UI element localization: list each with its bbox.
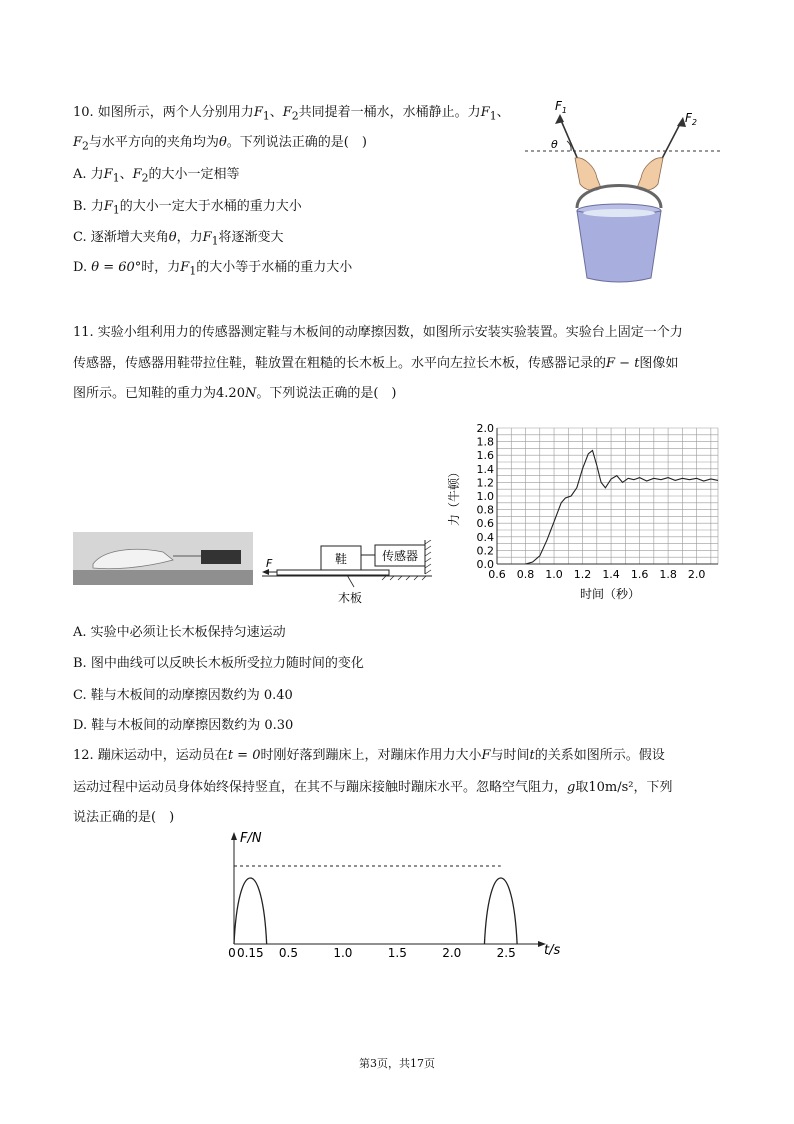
theta-symbol: θ bbox=[218, 135, 227, 150]
opt-text: D. bbox=[73, 260, 92, 275]
opt-text: D. 鞋与木板间的动摩擦因数约为 0.30 bbox=[73, 718, 294, 733]
y-axis-label: 力（牛顿） bbox=[447, 465, 461, 527]
f1-sub: 1 bbox=[189, 264, 197, 278]
q11-option-c bbox=[73, 687, 293, 705]
opt-text: 的大小一定大于水桶的重力大小 bbox=[119, 199, 302, 214]
x-tick-label: 1.0 bbox=[545, 568, 563, 581]
q11-option-b bbox=[73, 655, 364, 673]
f2-sub: 2 bbox=[291, 109, 299, 123]
q11-option-a bbox=[73, 624, 286, 642]
force-pulses bbox=[234, 878, 517, 944]
f2-symbol: F bbox=[132, 167, 142, 182]
theta-label: θ bbox=[551, 138, 558, 151]
y-tick-label: 1.8 bbox=[476, 435, 494, 449]
apparatus-diagram bbox=[262, 540, 442, 606]
f1-symbol: F bbox=[202, 230, 212, 245]
q10-text-c: 与水平方向的夹角均为 bbox=[88, 135, 219, 150]
q10-option-a: A. 力$F_1$、$F_2$的大小一定相等 bbox=[73, 167, 240, 185]
water-surface bbox=[583, 209, 655, 217]
y-axis-label: F/N bbox=[240, 831, 262, 846]
q12-text: 运动过程中运动员身体始终保持竖直，在其不与蹦床接触时蹦床水平。忽略空气阻力， bbox=[73, 780, 568, 795]
q12-stem-line3 bbox=[73, 809, 174, 827]
q11-stem-line3 bbox=[73, 385, 397, 403]
f1-symbol: F bbox=[480, 105, 490, 120]
force-label: F bbox=[266, 557, 273, 570]
q10-text-b: 共同提着一桶水，水桶静止。力 bbox=[298, 105, 481, 120]
opt-text: ，力 bbox=[176, 230, 203, 245]
f2-symbol: F bbox=[282, 105, 292, 120]
opt-text: 时，力 bbox=[141, 260, 181, 275]
theta-symbol: θ bbox=[168, 230, 177, 245]
shoe-label: 鞋 bbox=[334, 552, 348, 566]
x-tick-label: 2.0 bbox=[442, 946, 462, 960]
opt-text: B. 图中曲线可以反映长木板所受拉力随时间的变化 bbox=[73, 656, 364, 671]
bucket-figure bbox=[525, 96, 725, 288]
q12-stem-line2 bbox=[73, 779, 673, 797]
q10-text: 10. 如图所示，两个人分别用力 bbox=[73, 105, 254, 120]
unit-n: N bbox=[244, 386, 257, 401]
x-tick-label: 0.8 bbox=[516, 568, 535, 581]
y-tick-label: 0.4 bbox=[476, 530, 494, 544]
opt-text: A. 实验中必须让长木板保持匀速运动 bbox=[73, 625, 286, 640]
force-time-chart bbox=[440, 412, 730, 604]
x-axis-label: 时间（秒） bbox=[579, 587, 641, 601]
x-tick-label: 2.5 bbox=[496, 946, 516, 960]
y-tick-label: 1.4 bbox=[476, 462, 494, 476]
t-symbol: t bbox=[529, 748, 535, 763]
f1-sub: 1 bbox=[211, 234, 219, 248]
q12-text: 说法正确的是( ) bbox=[73, 810, 175, 825]
q12-text: ，下列 bbox=[633, 780, 673, 795]
x-tick-label: 0 bbox=[228, 946, 236, 960]
q11-text: 图像如 bbox=[639, 356, 679, 371]
f-symbol: F bbox=[481, 748, 491, 763]
q12-text: 取 bbox=[575, 780, 589, 795]
y-tick-label: 0.6 bbox=[476, 517, 494, 531]
y-tick-label: 1.0 bbox=[476, 490, 494, 503]
left-hand bbox=[575, 158, 601, 191]
t-zero-math: t = 0 bbox=[227, 748, 261, 763]
f1-label: $F_1$ bbox=[555, 99, 567, 115]
q12-text: 的关系如图所示。假设 bbox=[534, 748, 665, 763]
q12-stem-line1 bbox=[73, 747, 665, 765]
f1-symbol: F bbox=[180, 260, 190, 275]
x-tick-label: 0.15 bbox=[236, 946, 264, 960]
table-hatch bbox=[382, 576, 426, 580]
x-tick-label: 0.6 bbox=[488, 568, 506, 581]
x-tick-label: 0.5 bbox=[278, 946, 298, 960]
f2-sub: 2 bbox=[82, 139, 89, 153]
force-pulse bbox=[484, 878, 517, 944]
x-tick-label: 1.8 bbox=[659, 568, 677, 581]
f2-symbol: F bbox=[73, 135, 83, 150]
f-t-math: F − t bbox=[606, 356, 640, 371]
y-tick-label: 0.0 bbox=[476, 558, 494, 571]
opt-text: A. 力 bbox=[73, 167, 104, 182]
sensor-label: 传感器 bbox=[381, 549, 419, 563]
q11-text: 。下列说法正确的是( ) bbox=[256, 386, 397, 401]
trampoline-force-chart bbox=[222, 826, 582, 960]
sensor-photo bbox=[201, 550, 241, 564]
q11-text: 图所示。已知鞋的重力为 bbox=[73, 386, 217, 401]
q11-text: 11. 实验小组利用力的传感器测定鞋与木板间的动摩擦因数，如图所示安装实验装置。实验台上固定一个力 bbox=[73, 325, 683, 340]
board-label: 木板 bbox=[337, 591, 363, 605]
q10-option-b bbox=[73, 198, 302, 220]
f1-sub: 1 bbox=[112, 203, 120, 217]
f1-symbol: F bbox=[103, 167, 113, 182]
f1-sub: 1 bbox=[112, 171, 120, 185]
bucket-body bbox=[577, 211, 661, 282]
f1-symbol: F bbox=[103, 199, 113, 214]
x-tick-labels bbox=[228, 946, 516, 960]
f1-sub: 1 bbox=[489, 109, 497, 123]
q11-stem-line1 bbox=[73, 324, 683, 342]
q11-option-d bbox=[73, 717, 293, 735]
apparatus-photo bbox=[73, 532, 253, 585]
q11-text: 传感器，传感器用鞋带拉住鞋，鞋放置在粗糙的长木板上。水平向左拉长木板，传感器记录的 bbox=[73, 356, 607, 371]
board-rect bbox=[277, 570, 389, 575]
q12-text: 时刚好落到蹦床上，对蹦床作用力大小 bbox=[260, 748, 482, 763]
x-axis-label: t/s bbox=[544, 943, 561, 958]
f1-symbol: F bbox=[253, 105, 263, 120]
x-tick-label: 1.2 bbox=[573, 568, 592, 581]
y-axis-arrow bbox=[231, 832, 237, 840]
q10-stem-line1: 10. 如图所示，两个人分别用力$F_1$、$F_2$共同提着一桶水，水桶静止。力$F_1$、 bbox=[73, 105, 510, 123]
y-tick-label: 1.6 bbox=[476, 449, 494, 463]
page-footer: 第3页，共17页 bbox=[359, 1057, 435, 1070]
q10-option-c bbox=[73, 229, 284, 251]
opt-text: C. 鞋与木板间的动摩擦因数约为 0.40 bbox=[73, 688, 293, 703]
opt-text: 的大小等于水桶的重力大小 bbox=[196, 260, 353, 275]
x-tick-label: 1.6 bbox=[630, 568, 649, 581]
x-tick-label: 1.4 bbox=[602, 568, 620, 581]
x-tick-label: 1.5 bbox=[387, 946, 407, 960]
chart-grid bbox=[497, 428, 718, 564]
q10-text-d: 。下列说法正确的是( ) bbox=[226, 135, 367, 150]
right-hand bbox=[637, 158, 663, 191]
shoe-weight-value: 4.20 bbox=[216, 386, 245, 401]
y-tick-label: 2.0 bbox=[476, 422, 494, 435]
q10-stem-line2 bbox=[73, 134, 367, 156]
theta-equation: θ = 60° bbox=[91, 260, 142, 275]
photo-table bbox=[73, 570, 253, 585]
y-tick-label: 1.2 bbox=[476, 476, 494, 490]
force-curve bbox=[526, 450, 719, 564]
y-tick-label: 0.2 bbox=[476, 544, 494, 558]
y-tick-label: 0.8 bbox=[476, 503, 494, 517]
opt-text: 将逐渐变大 bbox=[218, 230, 284, 245]
opt-text: 的大小一定相等 bbox=[148, 167, 240, 182]
x-tick-label: 2.0 bbox=[687, 568, 706, 581]
x-tick-label: 1.0 bbox=[333, 946, 353, 960]
q11-stem-line2 bbox=[73, 355, 678, 373]
force-pulse bbox=[234, 878, 267, 944]
f1-sub: 1 bbox=[262, 109, 270, 123]
g-symbol: g bbox=[567, 780, 576, 795]
wall-hatch bbox=[425, 540, 431, 574]
f2-sub: 2 bbox=[141, 171, 149, 185]
q12-text: 与时间 bbox=[490, 748, 530, 763]
q10-option-d bbox=[73, 259, 352, 281]
opt-text: C. 逐渐增大夹角 bbox=[73, 230, 169, 245]
g-value: 10m/s² bbox=[588, 780, 634, 795]
q12-text: 12. 蹦床运动中，运动员在 bbox=[73, 748, 228, 763]
opt-text: B. 力 bbox=[73, 199, 104, 214]
f2-label: $F_2$ bbox=[685, 111, 697, 127]
board-leader bbox=[347, 575, 354, 587]
